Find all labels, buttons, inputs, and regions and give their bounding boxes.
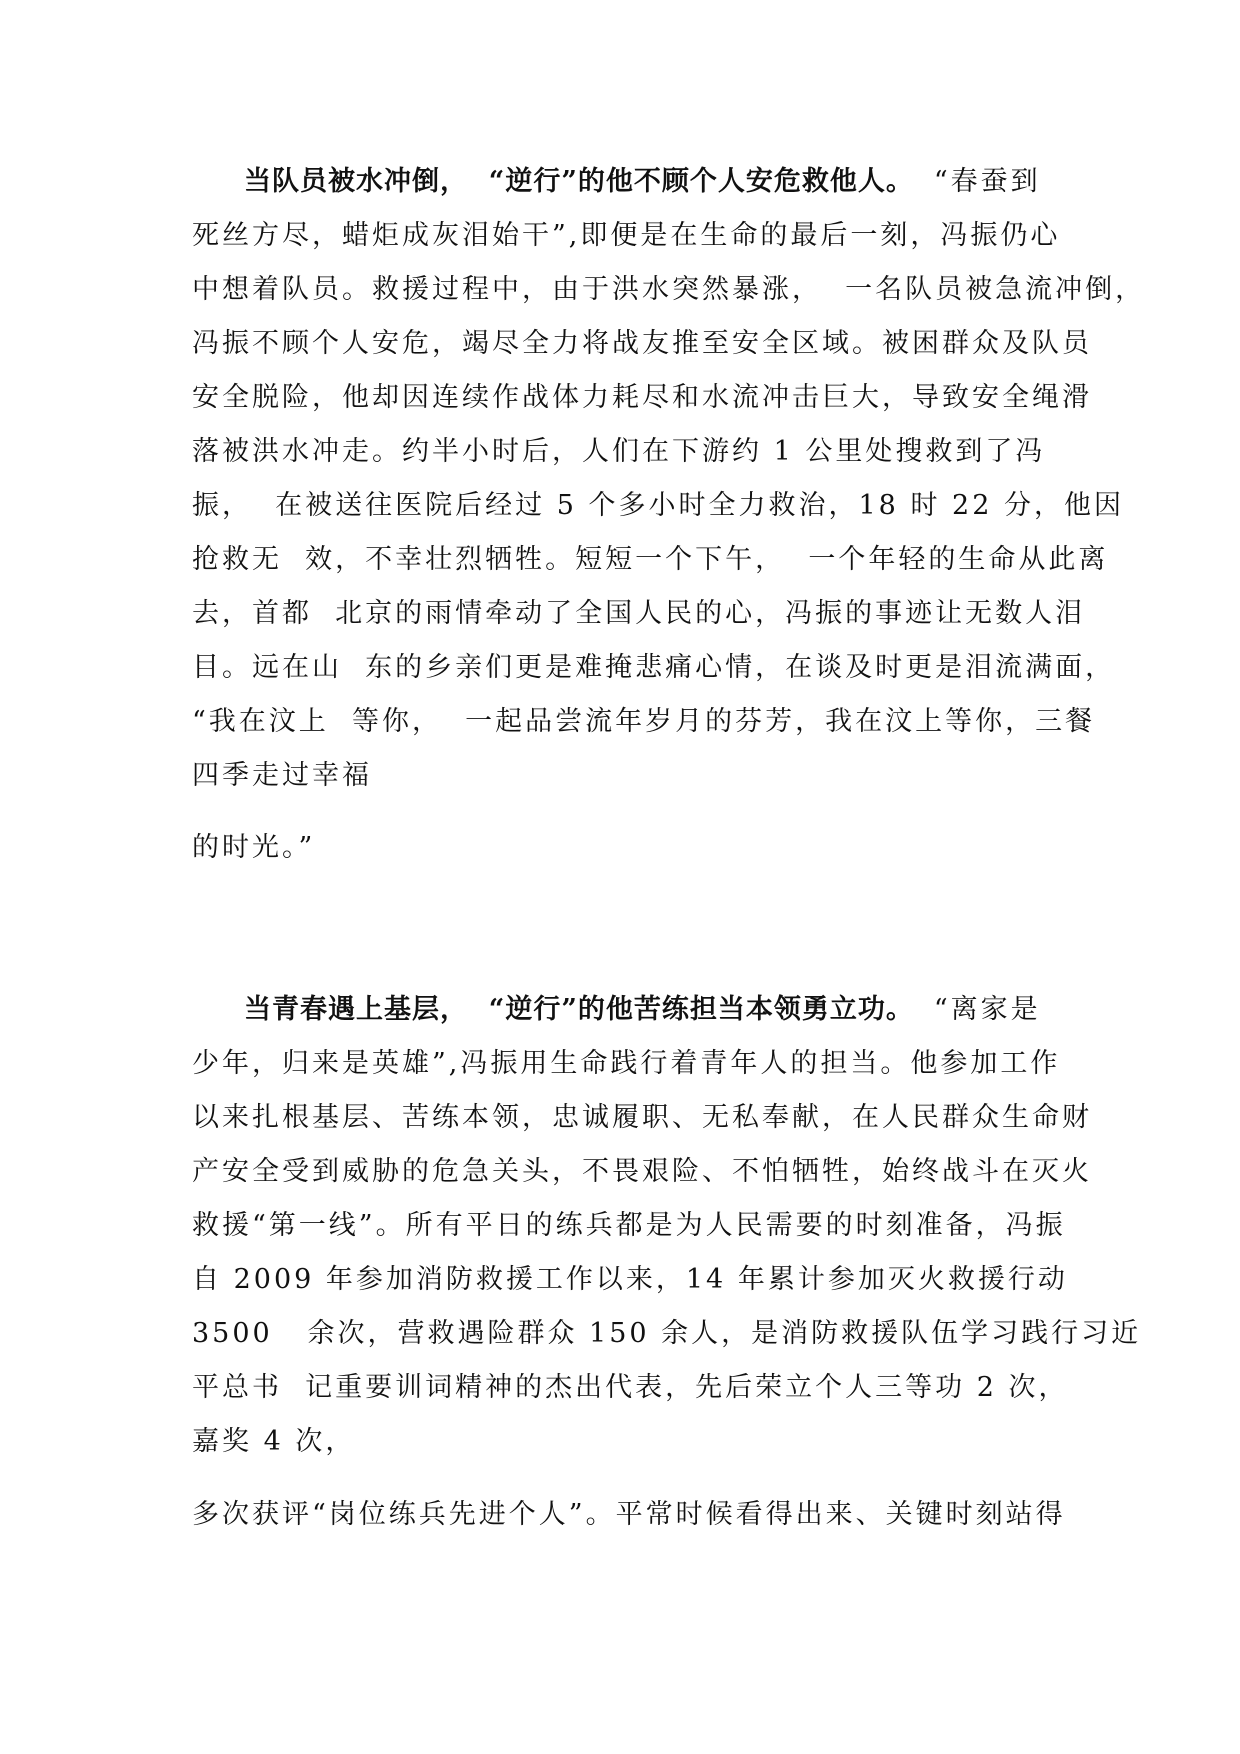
paragraph-1-line-13: 的时光。” [192, 832, 316, 863]
paragraph-1-heading: 当队员被水冲倒， “逆行”的他不顾个人安危救他人。 [244, 166, 914, 197]
paragraph-1-line-9: 去，首都 北京的雨情牵动了全国人民的心，冯振的事迹让无数人泪 [192, 598, 1086, 629]
paragraph-1-line-7: 振， 在被送往医院后经过 5 个多小时全力救治，18 时 22 分，他因 [192, 490, 1124, 521]
paragraph-1-text-start: “春蚕到 [933, 166, 1041, 197]
paragraph-2-line-9: 嘉奖 4 次， [192, 1426, 356, 1457]
paragraph-2-line-2: 少年，归来是英雄”,冯振用生命践行着青年人的担当。他参加工作 [192, 1048, 1061, 1079]
paragraph-1-line-4: 冯振不顾个人安危，竭尽全力将战友推至安全区域。被困群众及队员 [192, 328, 1092, 359]
paragraph-1-line-2: 死丝方尽，蜡炬成灰泪始干”,即便是在生命的最后一刻，冯振仍心 [192, 220, 1061, 251]
paragraph-2-text-start: “离家是 [933, 994, 1041, 1025]
paragraph-1-line-8: 抢救无 效，不幸壮烈牺牲。短短一个下午， 一个年轻的生命从此离 [192, 544, 1109, 575]
paragraph-2-line-3: 以来扎根基层、苦练本领，忠诚履职、无私奉献，在人民群众生命财 [192, 1102, 1092, 1133]
paragraph-2-line-6: 自 2009 年参加消防救援工作以来，14 年累计参加灭火救援行动 [192, 1264, 1068, 1295]
paragraph-2-line-4: 产安全受到威胁的危急关头，不畏艰险、不怕牺牲，始终战斗在灭火 [192, 1156, 1092, 1187]
paragraph-1-line-3: 中想着队员。救援过程中，由于洪水突然暴涨， 一名队员被急流冲倒， [192, 274, 1146, 305]
paragraph-1-line-5: 安全脱险，他却因连续作战体力耗尽和水流冲击巨大，导致安全绳滑 [192, 382, 1092, 413]
paragraph-2-line-10: 多次获评“岗位练兵先进个人”。平常时候看得出来、关键时刻站得 [192, 1499, 1066, 1530]
paragraph-1-line-10: 目。远在山 东的乡亲们更是难掩悲痛心情，在谈及时更是泪流满面， [192, 652, 1116, 683]
paragraph-1-line-11: “我在汶上 等你， 一起品尝流年岁月的芬芳，我在汶上等你，三餐 [192, 706, 1096, 737]
paragraph-2-line-5: 救援“第一线”。所有平日的练兵都是为人民需要的时刻准备，冯振 [192, 1210, 1066, 1241]
paragraph-2-heading: 当青春遇上基层， “逆行”的他苦练担当本领勇立功。 [244, 994, 914, 1025]
paragraph-1-line-6: 落被洪水冲走。约半小时后，人们在下游约 1 公里处搜救到了冯 [192, 436, 1046, 467]
paragraph-2-line-7: 3500 余次，营救遇险群众 150 余人，是消防救援队伍学习践行习近 [192, 1318, 1142, 1349]
paragraph-2-line-1 [192, 992, 1041, 1028]
paragraph-1-line-12: 四季走过幸福 [192, 760, 372, 791]
paragraph-2-line-8: 平总书 记重要训词精神的杰出代表，先后荣立个人三等功 2 次， [192, 1372, 1069, 1403]
paragraph-1-line-1 [192, 164, 1041, 200]
